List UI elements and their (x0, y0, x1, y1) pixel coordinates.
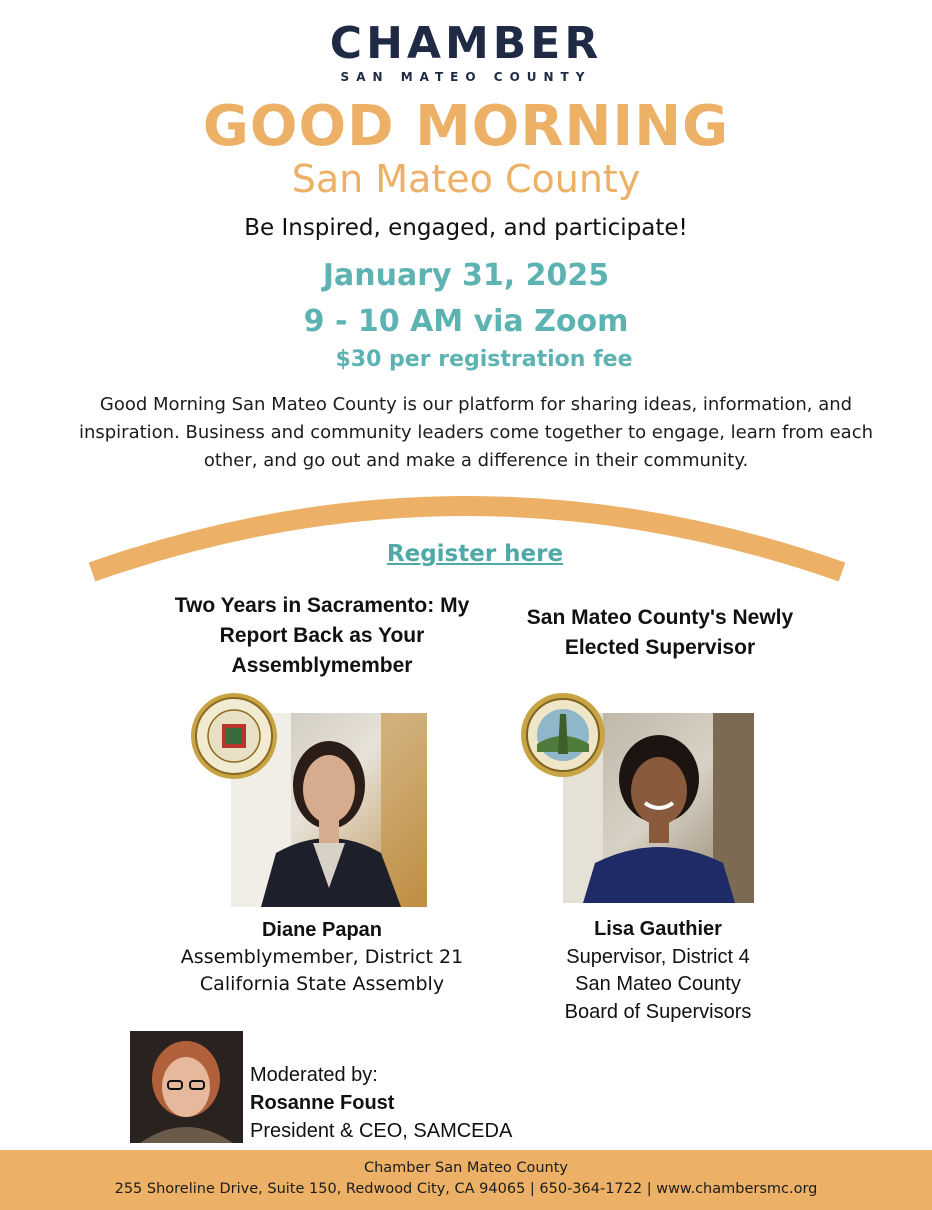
speaker-name: Lisa Gauthier (594, 918, 722, 940)
talk-title-right: San Mateo County's Newly Elected Supervisor (526, 606, 794, 659)
speaker-info-papan (150, 917, 494, 998)
event-date: January 31, 2025 (322, 258, 610, 293)
assembly-seal-icon (190, 692, 278, 780)
county-seal-icon (520, 692, 606, 778)
speaker-info-gauthier (488, 916, 828, 1026)
footer-contact: 255 Shoreline Drive, Suite 150, Redwood City, CA 94065 | 650-364-1722 | www.chambersmc.org (114, 1181, 818, 1197)
moderator-info (250, 1061, 670, 1145)
speaker-name: Diane Papan (261, 919, 383, 941)
speaker-organization: San Mateo County (575, 973, 741, 995)
event-fee: $30 per registration fee (335, 347, 633, 372)
footer (0, 1150, 932, 1210)
speaker-role: Assemblymember, District 21 (180, 946, 464, 968)
moderator-name: Rosanne Foust (250, 1092, 395, 1114)
event-subheadline: San Mateo County (291, 157, 641, 201)
moderator-title: President & CEO, SAMCEDA (250, 1120, 513, 1142)
speaker-organization: California State Assembly (199, 973, 445, 995)
footer-org: Chamber San Mateo County (363, 1160, 569, 1176)
event-description: Good Morning San Mateo County is our platform for sharing ideas, information, and inspiration. Business and community leaders come together to engage, learn from each other, and go out and make a difference in their community. (78, 394, 874, 471)
event-headline: GOOD MORNING (202, 94, 730, 159)
chamber-logo-subtitle: SAN MATEO COUNTY (340, 70, 592, 84)
decorative-arc (0, 480, 932, 590)
moderator-label: Moderated by: (250, 1064, 378, 1086)
event-time: 9 - 10 AM via Zoom (303, 304, 629, 339)
moderator-photo (130, 1031, 243, 1143)
register-link[interactable]: Register here (386, 541, 564, 567)
event-tagline: Be Inspired, engaged, and participate! (244, 215, 688, 241)
speaker-board: Board of Supervisors (564, 1000, 752, 1023)
talk-title-left: Two Years in Sacramento: My Report Back as Your Assemblymember (174, 594, 470, 677)
chamber-logo: CHAMBER (329, 18, 603, 69)
speaker-role: Supervisor, District 4 (566, 945, 750, 968)
